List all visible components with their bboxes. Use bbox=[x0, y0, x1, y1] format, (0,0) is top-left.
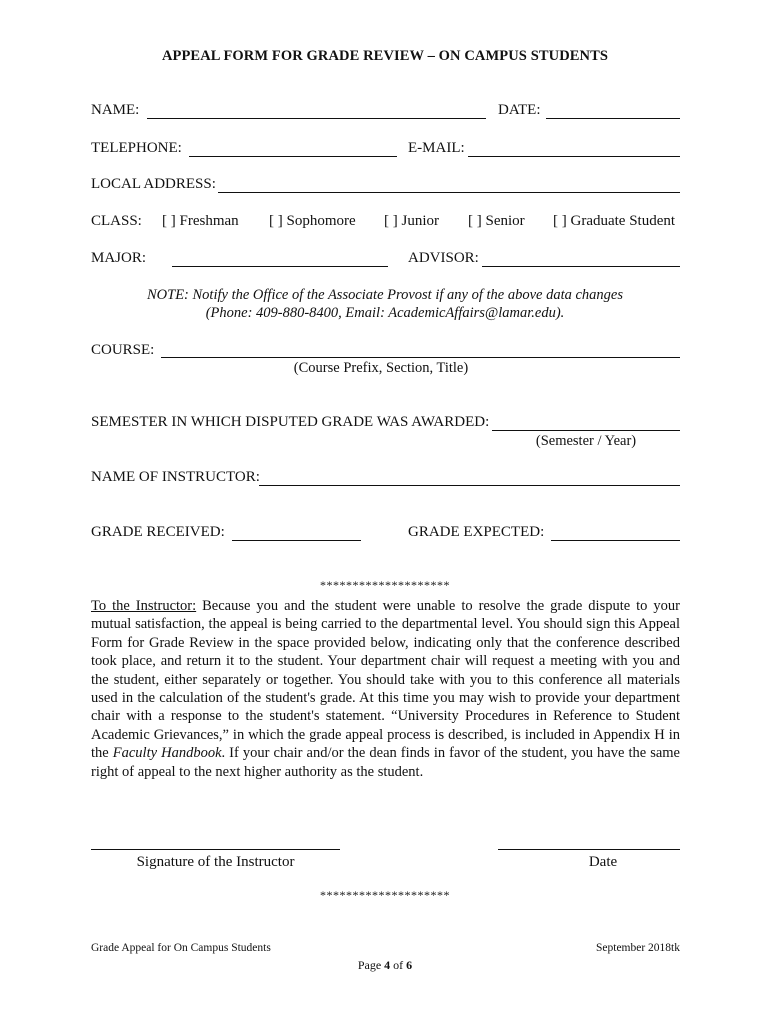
instructions-body-1: Because you and the student were unable to resolve the grade dispute to your mutual satisfaction, the appeal is being carried to the departmental level. You should sign this Appeal Form for Grade Review in the space provided below, indicating only that the conference described took place, and return it to the student. Your department chair will request a meeting with you and the student, either separately or together. You should take with you to this conference all materials used in the calculation of the student's grade. At this time you may wish to provide your department chair with a response to the student's statement. “University Procedures in Reference to Student Academic Grievances,” in which the grade appeal process is described, is included in Appendix H in the bbox=[91, 598, 680, 762]
course-caption: (Course Prefix, Section, Title) bbox=[293, 360, 469, 376]
advisor-label: ADVISOR: bbox=[408, 250, 479, 266]
class-label: CLASS: bbox=[91, 213, 142, 229]
instructions-heading: To the Instructor: bbox=[91, 598, 197, 614]
email-label: E-MAIL: bbox=[408, 140, 465, 156]
separator-bottom: ******************** bbox=[320, 888, 450, 902]
instructor-field[interactable] bbox=[259, 485, 680, 486]
signature-label: Signature of the Instructor bbox=[136, 854, 295, 870]
semester-label: SEMESTER IN WHICH DISPUTED GRADE WAS AWARDED: bbox=[91, 414, 490, 430]
semester-caption: (Semester / Year) bbox=[535, 433, 637, 449]
signature-date-field[interactable] bbox=[498, 849, 680, 850]
course-label: COURSE: bbox=[91, 342, 155, 358]
form-title: APPEAL FORM FOR GRADE REVIEW – ON CAMPUS STUDENTS bbox=[161, 48, 609, 64]
telephone-label: TELEPHONE: bbox=[91, 140, 182, 156]
grade-received-field[interactable] bbox=[232, 540, 361, 541]
instructor-label: NAME OF INSTRUCTOR: bbox=[91, 469, 260, 485]
date-label: DATE: bbox=[498, 102, 541, 118]
footer-left: Grade Appeal for On Campus Students bbox=[91, 942, 271, 954]
class-option-graduate[interactable]: [ ] Graduate Student bbox=[553, 213, 676, 229]
class-option-junior[interactable]: [ ] Junior bbox=[384, 213, 439, 229]
page-sep: of bbox=[390, 958, 407, 972]
grade-received-label: GRADE RECEIVED: bbox=[91, 524, 225, 540]
footer-right: September 2018tk bbox=[596, 942, 680, 954]
note-line-1: NOTE: Notify the Office of the Associate Provost if any of the above data changes bbox=[146, 287, 623, 303]
faculty-handbook-title: Faculty Handbook bbox=[112, 745, 222, 762]
semester-field[interactable] bbox=[492, 430, 680, 431]
advisor-field[interactable] bbox=[482, 266, 680, 267]
page-total: 6 bbox=[406, 958, 413, 972]
class-option-senior[interactable]: [ ] Senior bbox=[468, 213, 525, 229]
major-field[interactable] bbox=[172, 266, 388, 267]
course-field[interactable] bbox=[161, 357, 680, 358]
page-number bbox=[0, 958, 770, 973]
instructions-paragraph bbox=[91, 597, 680, 781]
page-current: 4 bbox=[384, 958, 391, 972]
class-option-freshman[interactable]: [ ] Freshman bbox=[162, 213, 239, 229]
name-label: NAME: bbox=[91, 102, 140, 118]
page-prefix: Page bbox=[357, 958, 385, 972]
class-option-sophomore[interactable]: [ ] Sophomore bbox=[269, 213, 356, 229]
name-field[interactable] bbox=[147, 118, 486, 119]
grade-expected-label: GRADE EXPECTED: bbox=[408, 524, 545, 540]
major-label: MAJOR: bbox=[91, 250, 147, 266]
note-line-2: (Phone: 409-880-8400, Email: AcademicAffairs@lamar.edu). bbox=[205, 305, 565, 321]
date-field[interactable] bbox=[546, 118, 680, 119]
grade-expected-field[interactable] bbox=[551, 540, 680, 541]
local-address-label: LOCAL ADDRESS: bbox=[91, 176, 216, 192]
telephone-field[interactable] bbox=[189, 156, 397, 157]
instructions-body-2: . If your chair and/or the dean finds in favor of the student, you have the same right of appeal to the next higher authority as the student. bbox=[91, 745, 680, 780]
local-address-field[interactable] bbox=[218, 192, 680, 193]
instructor-signature-field[interactable] bbox=[91, 849, 340, 850]
separator-top: ******************** bbox=[320, 578, 450, 592]
signature-date-label: Date bbox=[588, 854, 618, 870]
email-field[interactable] bbox=[468, 156, 680, 157]
